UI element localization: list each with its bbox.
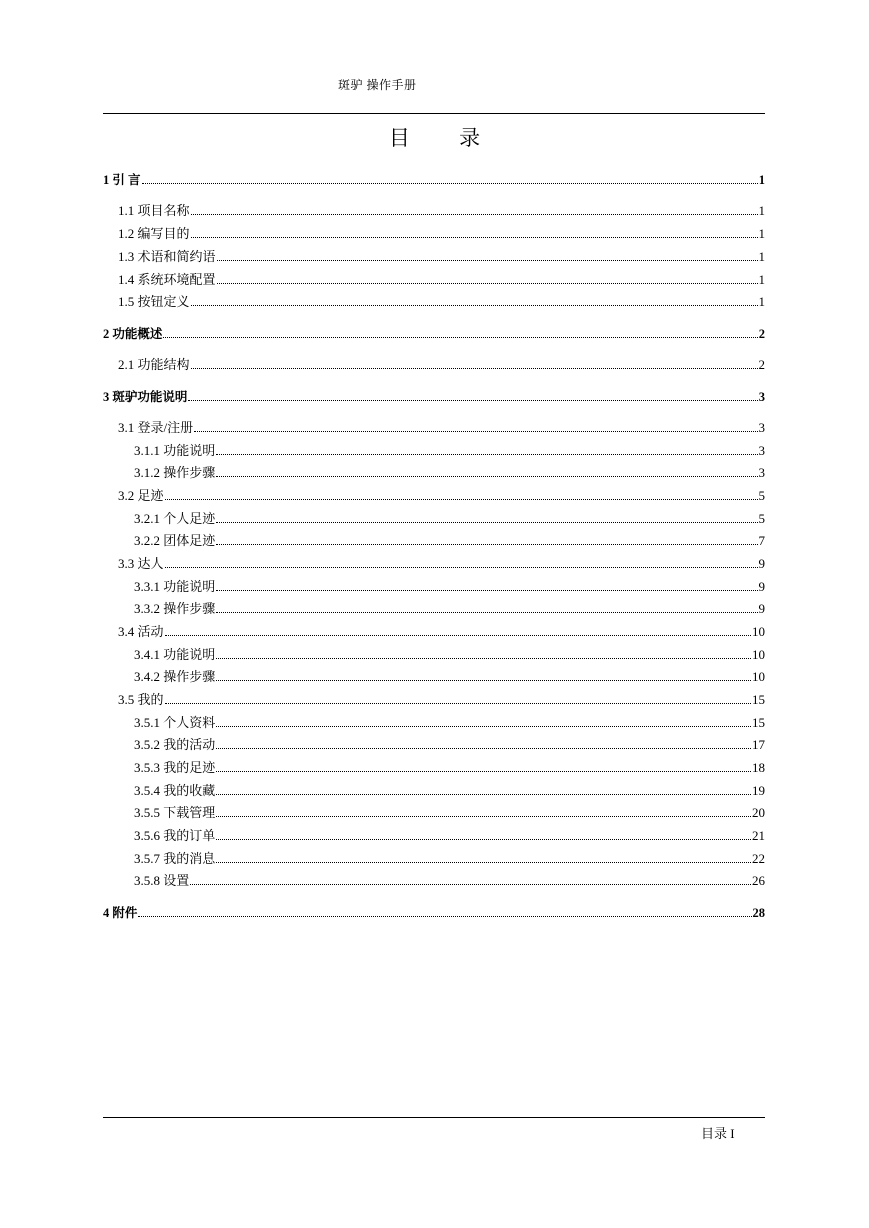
toc-dot-leader <box>216 781 751 795</box>
running-header: 斑驴 操作手册 <box>338 78 417 92</box>
toc-entry-page-number: 21 <box>752 828 765 843</box>
toc-entry-label: 3.5.8 设置 <box>134 873 190 888</box>
toc-entry[interactable] <box>118 247 765 267</box>
toc-entry[interactable] <box>134 667 765 687</box>
toc-entry-page-number: 1 <box>758 249 765 264</box>
toc-entry[interactable] <box>134 531 765 551</box>
toc-entry-page-number: 1 <box>758 226 765 241</box>
toc-entry-label: 3.5 我的 <box>118 692 164 707</box>
toc-entry-page-number: 18 <box>752 760 765 775</box>
toc-entry-label: 3.5.3 我的足迹 <box>134 760 216 775</box>
toc-dot-leader <box>216 531 757 545</box>
header-rule <box>103 113 765 114</box>
toc-entry[interactable] <box>134 509 765 529</box>
toc-dot-leader <box>191 201 758 215</box>
toc-entry-page-number: 10 <box>752 624 765 639</box>
toc-entry-page-number: 17 <box>752 737 765 752</box>
toc-dot-leader <box>216 577 757 591</box>
toc-chapter-entry[interactable] <box>103 324 765 344</box>
page-number: 目录 I <box>701 1126 735 1141</box>
toc-dot-leader <box>165 554 758 568</box>
toc-entry-page-number: 15 <box>752 715 765 730</box>
toc-dot-leader <box>216 599 757 613</box>
toc-dot-leader <box>142 170 758 184</box>
toc-dot-leader <box>216 667 751 681</box>
toc-entry-label: 1.5 按钮定义 <box>118 294 190 309</box>
toc-entry[interactable] <box>118 270 765 290</box>
toc-entry-label: 1.3 术语和简约语 <box>118 249 216 264</box>
toc-entry-page-number: 10 <box>752 669 765 684</box>
toc-entry-label: 3.5.4 我的收藏 <box>134 783 216 798</box>
toc-dot-leader <box>216 509 757 523</box>
toc-entry-label: 3.5.6 我的订单 <box>134 828 216 843</box>
toc-entry-label: 3.5.5 下载管理 <box>134 805 216 820</box>
toc-dot-leader <box>216 645 751 659</box>
toc-entry-label: 1.1 项目名称 <box>118 203 190 218</box>
toc-entry[interactable] <box>118 355 765 375</box>
toc-entry-label: 2 功能概述 <box>103 327 163 341</box>
toc-entry-page-number: 3 <box>758 465 765 480</box>
toc-entry-page-number: 26 <box>752 873 765 888</box>
toc-entry[interactable] <box>118 418 765 438</box>
toc-entry[interactable] <box>134 713 765 733</box>
toc-entry[interactable] <box>118 622 765 642</box>
toc-entry[interactable] <box>134 826 765 846</box>
toc-entry-label: 4 附件 <box>103 906 138 920</box>
toc-entry[interactable] <box>134 849 765 869</box>
toc-entry-page-number: 1 <box>758 173 765 187</box>
toc-entry-page-number: 9 <box>758 601 765 616</box>
toc-entry[interactable] <box>118 486 765 506</box>
toc-entry-page-number: 1 <box>758 203 765 218</box>
toc-dot-leader <box>217 247 758 261</box>
toc-entry-label: 3.3 达人 <box>118 556 164 571</box>
toc-entry-label: 3.2.2 团体足迹 <box>134 533 216 548</box>
toc-dot-leader <box>138 903 751 917</box>
toc-entry[interactable] <box>118 201 765 221</box>
toc-dot-leader <box>216 758 751 772</box>
toc-entry-page-number: 9 <box>758 579 765 594</box>
toc-entry-page-number: 1 <box>758 272 765 287</box>
toc-entry-page-number: 9 <box>758 556 765 571</box>
toc-dot-leader <box>188 387 757 401</box>
toc-entry[interactable] <box>134 645 765 665</box>
toc-dot-leader <box>191 292 758 306</box>
toc-entry[interactable] <box>134 735 765 755</box>
toc-entry-page-number: 7 <box>758 533 765 548</box>
toc-entry-page-number: 19 <box>752 783 765 798</box>
toc-dot-leader <box>165 690 751 704</box>
toc-entry-label: 3.3.2 操作步骤 <box>134 601 216 616</box>
toc-entry[interactable] <box>118 554 765 574</box>
toc-entry-label: 3 斑驴功能说明 <box>103 390 188 404</box>
toc-dot-leader <box>165 486 758 500</box>
toc-entry-page-number: 22 <box>752 851 765 866</box>
toc-dot-leader <box>191 355 758 369</box>
toc-entry-label: 3.4.2 操作步骤 <box>134 669 216 684</box>
toc-chapter-entry[interactable] <box>103 387 765 407</box>
toc-entry-page-number: 3 <box>758 390 765 404</box>
toc-dot-leader <box>216 826 751 840</box>
toc-entry-page-number: 5 <box>758 488 765 503</box>
toc-entry[interactable] <box>134 781 765 801</box>
toc-dot-leader <box>165 622 751 636</box>
toc-entry-page-number: 20 <box>752 805 765 820</box>
toc-entry-page-number: 5 <box>758 511 765 526</box>
toc-entry-label: 3.1 登录/注册 <box>118 420 194 435</box>
toc-entry-label: 3.5.7 我的消息 <box>134 851 216 866</box>
toc-entry-label: 2.1 功能结构 <box>118 357 190 372</box>
toc-entry-label: 1 引 言 <box>103 173 141 187</box>
toc-chapter-entry[interactable] <box>103 170 765 190</box>
toc-dot-leader <box>216 463 757 477</box>
toc-entry[interactable] <box>118 292 765 312</box>
toc-entry[interactable] <box>134 758 765 778</box>
toc-dot-leader <box>163 324 757 338</box>
toc-dot-leader <box>190 871 751 885</box>
toc-entry-page-number: 2 <box>758 357 765 372</box>
toc-dot-leader <box>216 713 751 727</box>
toc-dot-leader <box>216 849 751 863</box>
toc-dot-leader <box>217 270 758 284</box>
toc-entry[interactable] <box>134 577 765 597</box>
toc-entry-label: 3.2 足迹 <box>118 488 164 503</box>
toc-entry-label: 3.3.1 功能说明 <box>134 579 216 594</box>
toc-chapter-entry[interactable] <box>103 903 765 923</box>
toc-entry-label: 3.2.1 个人足迹 <box>134 511 216 526</box>
toc-entry-page-number: 3 <box>758 420 765 435</box>
toc-dot-leader <box>191 224 758 238</box>
toc-entry-label: 3.5.1 个人资料 <box>134 715 216 730</box>
toc-entry-page-number: 15 <box>752 692 765 707</box>
toc-entry-label: 3.5.2 我的活动 <box>134 737 216 752</box>
toc-entry[interactable] <box>118 224 765 244</box>
toc-entry-label: 3.1.2 操作步骤 <box>134 465 216 480</box>
toc-entry-page-number: 1 <box>758 294 765 309</box>
toc-entry-page-number: 3 <box>758 443 765 458</box>
page-title: 目 录 <box>388 126 503 150</box>
toc-entry-page-number: 2 <box>758 327 765 341</box>
toc-entry[interactable] <box>134 871 765 891</box>
toc-entry[interactable] <box>134 463 765 483</box>
toc-entry-page-number: 28 <box>752 906 765 920</box>
toc-entry-page-number: 10 <box>752 647 765 662</box>
toc-entry-label: 3.4.1 功能说明 <box>134 647 216 662</box>
toc-dot-leader <box>216 735 751 749</box>
toc-entry-label: 1.2 编写目的 <box>118 226 190 241</box>
toc-entry[interactable] <box>134 599 765 619</box>
toc-entry[interactable] <box>134 441 765 461</box>
toc-dot-leader <box>194 418 757 432</box>
footer-rule <box>103 1117 765 1118</box>
toc-entry[interactable] <box>118 690 765 710</box>
toc-dot-leader <box>216 803 751 817</box>
toc-dot-leader <box>216 441 757 455</box>
toc-entry-label: 1.4 系统环境配置 <box>118 272 216 287</box>
toc-entry[interactable] <box>134 803 765 823</box>
toc-entry-label: 3.1.1 功能说明 <box>134 443 216 458</box>
toc-entry-label: 3.4 活动 <box>118 624 164 639</box>
